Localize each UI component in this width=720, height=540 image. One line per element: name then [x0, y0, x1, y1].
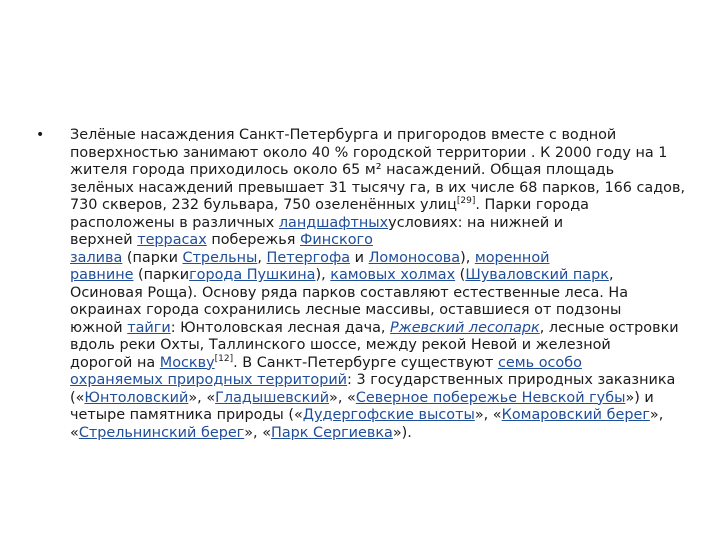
text-run: (парки: [133, 267, 190, 283]
wiki-link[interactable]: Комаровский берег: [501, 407, 650, 423]
text-line: [70, 127, 710, 145]
text-line: [70, 180, 710, 198]
wiki-link[interactable]: тайги: [127, 319, 171, 336]
wiki-link[interactable]: Москву: [159, 354, 215, 371]
citation-ref[interactable]: [29]: [456, 196, 476, 207]
text-line: [70, 232, 710, 250]
wiki-link[interactable]: охраняемых природных территорий: [70, 372, 348, 388]
wiki-link[interactable]: Шуваловский парк: [465, 267, 609, 283]
wiki-link[interactable]: равнине: [70, 267, 134, 283]
wiki-link[interactable]: Ржевский лесопарк: [390, 319, 540, 336]
text-run: ,: [608, 267, 614, 283]
text-line: [70, 285, 710, 303]
text-run: : Юнтоловская лесная дача,: [170, 319, 391, 336]
wiki-link[interactable]: террасах: [137, 232, 207, 248]
text-run: », «: [329, 389, 356, 406]
text-run: зелёных насаждений превышает 31 тысячу га, в их числе 68 парков, 166 садов,: [70, 179, 686, 196]
text-line: [70, 372, 710, 390]
wiki-link[interactable]: моренной: [474, 249, 550, 266]
text-run: дорогой на: [70, 354, 160, 371]
wiki-link[interactable]: семь особо: [498, 354, 582, 371]
text-run: «: [70, 424, 79, 441]
wiki-link[interactable]: залива: [70, 249, 123, 266]
text-run: Зелёные насаждения Санкт-Петербурга и пригородов вместе с водной: [70, 127, 617, 143]
text-line: [70, 215, 710, 233]
wiki-link[interactable]: Ломоносова: [368, 249, 461, 266]
text-line: [70, 145, 710, 163]
text-line: [70, 320, 710, 338]
text-line: [70, 355, 710, 373]
text-run: : 3 государственных природных заказника: [347, 372, 676, 388]
text-run: »).: [392, 424, 412, 441]
text-run: и: [350, 249, 369, 266]
text-run: жителя города приходилось около 65 м² насаждений. Общая площадь: [70, 162, 615, 178]
citation-ref[interactable]: [12]: [214, 353, 234, 364]
text-run: »,: [649, 407, 664, 423]
text-run: условиях: на нижней и: [388, 214, 564, 231]
text-run: ),: [315, 267, 331, 283]
text-run: (: [455, 267, 466, 283]
text-run: . Парки города: [475, 197, 589, 213]
text-line: [70, 162, 710, 180]
text-run: Осиновая Роща). Основу ряда парков составляют естественные леса. На: [70, 284, 629, 301]
wiki-link[interactable]: камовых холмах: [330, 267, 456, 283]
text-run: », «: [474, 407, 502, 423]
text-run: », «: [188, 389, 216, 406]
wiki-link[interactable]: Дудергофские высоты: [302, 407, 475, 423]
wiki-link[interactable]: Стрельнинский берег: [78, 424, 245, 441]
wiki-link[interactable]: города Пушкина: [189, 267, 316, 283]
text-run: верхней: [70, 232, 138, 248]
text-run: окраинах города сохранились лесные массивы, оставшиеся от подзоны: [70, 302, 622, 318]
text-line: [70, 267, 710, 285]
wiki-link[interactable]: Финского: [299, 232, 373, 248]
text-run: побережья: [206, 232, 300, 248]
text-run: расположены в различных: [70, 214, 279, 231]
wiki-link[interactable]: Петергофа: [266, 249, 351, 266]
text-line: [70, 407, 710, 425]
wiki-link[interactable]: Гладышевский: [215, 389, 330, 406]
text-run: ») и: [625, 389, 654, 406]
text-run: поверхностью занимают около 40 % городской территории . К 2000 году на 1: [70, 144, 668, 161]
text-run: ),: [460, 249, 475, 266]
text-run: четыре памятника природы («: [70, 407, 303, 423]
paragraph-text: [70, 127, 710, 442]
text-run: », «: [244, 424, 272, 441]
wiki-link[interactable]: Северное побережье Невской губы: [355, 389, 626, 406]
wiki-link[interactable]: ландшафтных: [278, 214, 389, 231]
text-run: . В Санкт-Петербурге существуют: [233, 354, 499, 371]
text-line: [70, 390, 710, 408]
text-run: («: [70, 389, 85, 406]
text-line: [70, 425, 710, 443]
text-line: [70, 302, 710, 320]
text-run: вдоль реки Охты, Таллинского шоссе, между рекой Невой и железной: [70, 337, 611, 353]
wiki-link[interactable]: Юнтоловский: [84, 389, 189, 406]
bullet-marker: •: [36, 127, 45, 143]
text-run: (парки: [122, 249, 183, 266]
text-line: [70, 197, 710, 215]
wiki-link[interactable]: Парк Сергиевка: [271, 424, 393, 441]
text-run: , лесные островки: [539, 319, 679, 336]
text-line: [70, 337, 710, 355]
text-run: 730 скверов, 232 бульвара, 750 озеленённых улиц: [70, 197, 457, 213]
text-run: ,: [257, 249, 267, 266]
text-line: [70, 250, 710, 268]
wiki-link[interactable]: Стрельны: [182, 249, 258, 266]
text-run: южной: [70, 319, 128, 336]
